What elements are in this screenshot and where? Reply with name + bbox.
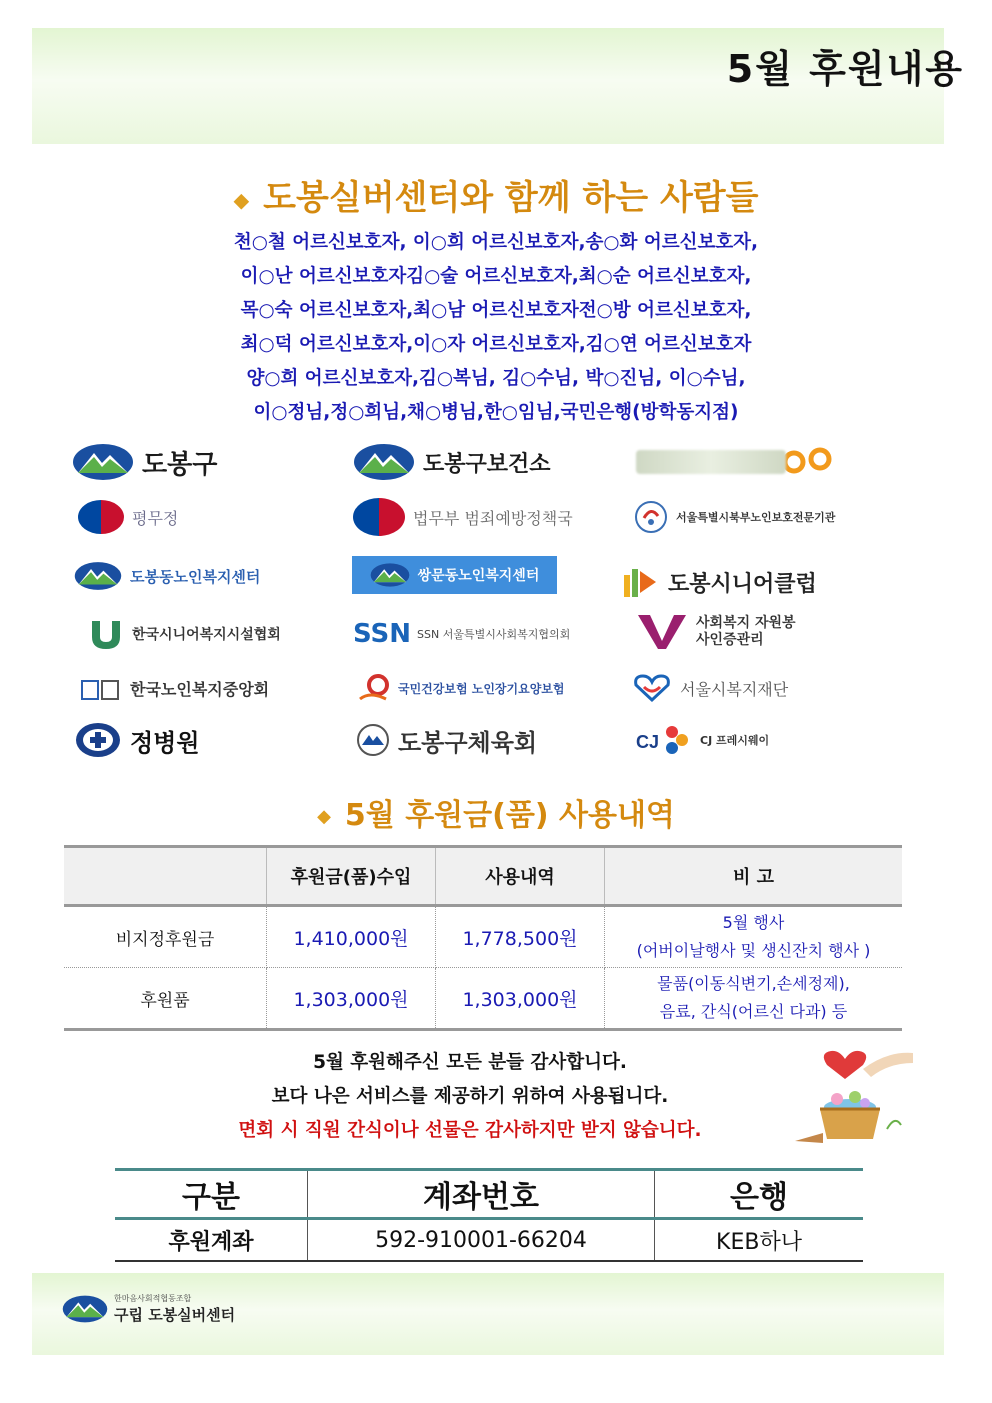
cj-icon <box>636 722 692 758</box>
account-number: 592-910001-66204 <box>308 1219 655 1262</box>
mountain-icon <box>72 443 134 481</box>
header-cell <box>64 847 267 906</box>
supporters-line: 이○난 어르신보호자김○술 어르신보호자,최○순 어르신보호자, <box>240 266 752 287</box>
thanks-notice-line: 면회 시 직원 간식이나 선물은 감사하지만 받지 않습니다. <box>238 1120 702 1141</box>
supporters-line: 이○정님,정○희님,채○병님,한○임님,국민은행(방학동지점) <box>253 402 739 423</box>
thanks-message <box>150 1046 790 1148</box>
table-header-row <box>64 847 902 906</box>
logo-dobong-gu <box>72 442 217 482</box>
mountain-icon <box>353 443 415 481</box>
senior-club-icon <box>622 565 660 599</box>
logo-dobong-health-center <box>353 442 551 482</box>
logo-text: 도봉구 <box>142 449 218 480</box>
footer-org-small: 한마음사회적협동조합 <box>114 1294 192 1303</box>
logo-korea-senior-welfare-central <box>80 668 269 708</box>
table-row <box>64 906 902 968</box>
note-line: 음료, 간식(어르신 다과) 등 <box>659 1002 848 1021</box>
logo-blurred <box>636 442 856 482</box>
header-cell: 비 고 <box>605 847 903 906</box>
supporters-line: 최○덕 어르신보호자,이○자 어르신보호자,김○연 어르신보호자 <box>240 334 752 355</box>
logo-text: 도봉구체육회 <box>398 728 538 757</box>
u-icon <box>88 617 124 651</box>
logo-seoul-north-elder-protection <box>634 497 835 537</box>
account-header-row <box>115 1170 863 1219</box>
logo-text: 사회복지 자원봉사인증관리 <box>696 615 796 648</box>
footer-logo <box>62 1292 235 1326</box>
used-value: 1,303,000원 <box>436 968 605 1030</box>
income-value: 1,410,000원 <box>267 906 436 968</box>
thanks-line: 보다 나은 서비스를 제공하기 위하여 사용됩니다. <box>271 1086 669 1107</box>
gift-basket-illustration <box>775 1045 915 1155</box>
row-label: 비지정후원금 <box>64 906 267 968</box>
bank-name: KEB하나 <box>655 1219 864 1262</box>
logo-pyeongmujeong <box>78 497 178 537</box>
note-line: 물품(이동식변기,손세정제), <box>657 974 850 993</box>
taegeuk-icon <box>78 500 124 534</box>
supporters-list <box>120 226 872 430</box>
logo-text: 국민건강보험 노인장기요양보험 <box>398 681 565 696</box>
logo-dobong-sports-council <box>356 720 537 760</box>
health-insurance-icon <box>356 671 390 705</box>
table-row <box>64 968 902 1030</box>
taegeuk-icon <box>353 498 405 536</box>
logo-text: 정병원 <box>130 728 200 757</box>
income-value: 1,303,000원 <box>267 968 436 1030</box>
diamond-bullet-icon: ◆ <box>233 187 250 212</box>
building-icon <box>80 675 122 701</box>
logo-seoul-welfare-foundation <box>632 668 788 708</box>
account-table <box>115 1168 863 1262</box>
header-cell: 구분 <box>115 1170 308 1219</box>
sports-emblem-icon <box>356 723 390 757</box>
hospital-emblem-icon <box>74 721 122 759</box>
logo-text: 도봉동노인복지센터 <box>130 567 261 586</box>
usage-title-text: 5월 후원금(품) 사용내역 <box>344 798 675 833</box>
logo-text: 서울특별시북부노인보호전문기관 <box>676 511 836 524</box>
logo-volunteer-cert <box>636 612 796 652</box>
diamond-bullet-icon: ◆ <box>317 806 331 827</box>
logo-text: 한국시니어복지시설협회 <box>132 627 281 643</box>
table-row <box>115 1219 863 1262</box>
header-cell: 후원금(품)수입 <box>267 847 436 906</box>
supporters-line: 양○희 어르신보호자,김○복님, 김○수님, 박○진님, 이○수님, <box>246 368 746 389</box>
logo-text: 쌍문동노인복지센터 <box>417 568 540 584</box>
logo-text: CJ 프레시웨이 <box>700 734 770 747</box>
logo-text: 서울시복지재단 <box>680 679 789 699</box>
logo-dobong-dong-welfare <box>74 556 260 596</box>
v-icon <box>636 613 688 651</box>
note-line: (어버이날행사 및 생신잔치 행사 ) <box>636 941 871 960</box>
logo-text: 한국노인복지중앙회 <box>130 679 270 699</box>
svg-text:CJ: CJ <box>636 732 660 752</box>
logo-ssangmun-dong-welfare <box>352 556 557 594</box>
usage-table <box>64 845 902 1031</box>
header-cell: 은행 <box>655 1170 864 1219</box>
blurred-logo-icon <box>636 450 786 474</box>
note-cell <box>605 968 903 1030</box>
supporters-line: 천○철 어르신보호자, 이○희 어르신보호자,송○화 어르신보호자, <box>233 232 759 253</box>
logo-nhis-ltc <box>356 668 564 708</box>
logo-ssn <box>353 614 570 654</box>
footer-org-name: 구립 도봉실버센터 <box>114 1306 236 1324</box>
logo-text: SSN 서울특별시사회복지협의회 <box>417 628 571 641</box>
row-label: 후원품 <box>64 968 267 1030</box>
page-title: 5월 후원내용 <box>726 47 964 91</box>
logo-korea-senior-welfare-assoc <box>88 614 281 654</box>
account-type: 후원계좌 <box>115 1219 308 1262</box>
ssn-icon: SSN <box>353 619 412 649</box>
header-cell: 계좌번호 <box>308 1170 655 1219</box>
mountain-icon <box>74 559 122 593</box>
supporters-line: 목○숙 어르신보호자,최○남 어르신보호자전○방 어르신보호자, <box>240 300 752 321</box>
logo-cj-freshway <box>636 720 769 760</box>
logo-text: 도봉구보건소 <box>423 451 551 477</box>
logo-dobong-senior-club <box>622 562 817 602</box>
header-cell: 사용내역 <box>436 847 605 906</box>
mountain-icon <box>370 561 410 589</box>
note-cell <box>605 906 903 968</box>
logo-text: 도봉시니어클럽 <box>668 571 817 597</box>
supporters-title-text: 도봉실버센터와 함께 하는 사람들 <box>263 178 759 218</box>
heart-icon <box>632 673 672 703</box>
agency-icon <box>634 500 668 534</box>
logo-jeong-hospital <box>74 720 200 760</box>
logo-text: 평무정 <box>132 508 179 528</box>
supporters-title <box>0 170 992 219</box>
logo-moj-crime-prevention <box>353 497 573 537</box>
thanks-line: 5월 후원해주신 모든 분들 감사합니다. <box>313 1052 627 1073</box>
used-value: 1,778,500원 <box>436 906 605 968</box>
footer-org-text <box>114 1293 235 1325</box>
note-line: 5월 행사 <box>722 913 785 932</box>
usage-title <box>0 790 992 834</box>
logo-text: 법무부 범죄예방정책국 <box>413 508 573 528</box>
mountain-icon <box>62 1292 108 1326</box>
